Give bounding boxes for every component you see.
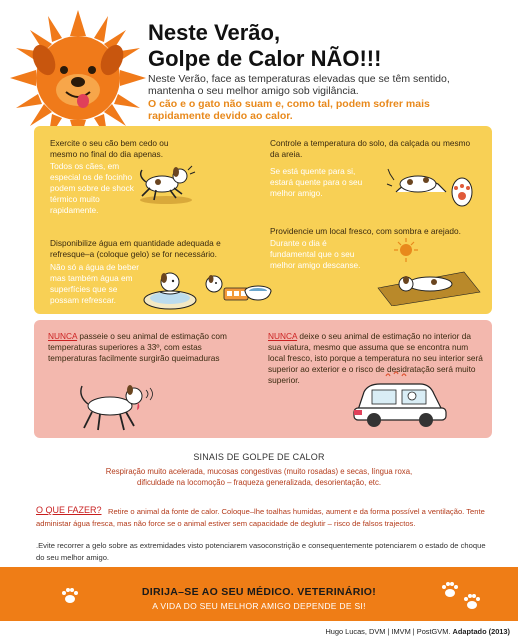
tip-ground-temp: Controle a temperatura do solo, da calçada ou mesmo da areia.	[270, 138, 471, 159]
signs-text: Respiração muito acelerada, mucosas congestivas (muito rosadas) e secas, língua roxa, dificuldade na locomoção – fraqueza generalizada, desorientação, etc.	[105, 467, 413, 487]
tip-ground-temp-note: Se está quente para si, estará quente para o seu melhor amigo.	[270, 166, 363, 198]
paw-burn-icon	[386, 152, 482, 216]
tip-water-note: Não só a água de beber mas também água em superfícies que se possam refrescar.	[50, 262, 140, 305]
running-dog-icon	[132, 160, 204, 206]
dog-in-pool-icon	[140, 266, 200, 312]
tip-water: Disponibilize água em quantidade adequada e refresque–a (coloque gelo) se for necessário.	[50, 238, 221, 259]
banner-title: DIRIJA–SE AO SEU MÉDICO. VETERINÁRIO!	[141, 586, 377, 598]
credit-line	[325, 627, 510, 636]
tip-shade: Providencie um local fresco, com sombra e arejado.	[270, 226, 461, 236]
tip-shade-note: Durante o dia é fundamental que o seu melhor amigo descanse.	[270, 238, 361, 270]
tip-exercise: Exercite o seu cão bem cedo ou mesmo no final do dia apenas.	[50, 138, 169, 159]
tip-exercise-note: Todos os cães, em especial os de focinho podem sobre de shock térmico muito rapidamente.	[50, 161, 134, 215]
what-to-do-text2: .Evite recorrer a gelo sobre as extremidades visto potenciarem vasoconstrição e consequentemente potenciarem o estado de choque do seu melhor amigo.	[36, 541, 486, 562]
credit-author: Hugo Lucas, DVM | IMVM | PostGVM.	[325, 627, 451, 636]
what-to-do-label: O QUE FAZER?	[36, 505, 102, 515]
title-line2: Golpe de Calor NÃO!!!	[148, 46, 382, 71]
what-to-do-text: Retire o animal da fonte de calor. Coloque–lhe toalhas humidas, aument e da forma possível a ventilação. Tente administar água fresca, mas não force se o animal estiver sem capacidade de deglutir – risco de falsos trajectos.	[36, 507, 485, 528]
nunca-label-2: NUNCA	[268, 331, 298, 341]
intro-warning: O cão e o gato não suam e, como tal, podem sofrer mais rapidamente devido ao calor.	[148, 98, 430, 122]
page-title	[148, 20, 381, 72]
resting-dog-icon	[372, 236, 484, 306]
signs-title: SINAIS DE GOLPE DE CALOR	[193, 452, 325, 462]
water-bowl-icon	[244, 284, 272, 302]
nunca-label: NUNCA	[48, 331, 78, 341]
intro-text: Neste Verão, face as temperaturas elevadas que se têm sentido, mantenha o seu melhor amigo sob vigilância.	[148, 73, 450, 97]
title-line1: Neste Verão,	[148, 20, 281, 45]
warning-walk-text: passeie o seu animal de estimação com temperaturas superiores a 33º, com estas temperaturas facilmente surgirão queimaduras	[48, 331, 227, 363]
banner-subtitle: A VIDA DO SEU MELHOR AMIGO DEPENDE DE SI!	[152, 601, 366, 611]
warning-walk	[48, 331, 253, 364]
car-with-dog-icon	[350, 370, 450, 432]
warning-car-text: deixe o seu animal de estimação no interior da sua viatura, mesmo que assuma que se encontra num local fresco, isto porque a temperatura no seu interior será superior ao exterior e o risco de desidratação será muito superior.	[268, 331, 483, 385]
credit-adapted: Adaptado (2013)	[452, 627, 510, 636]
panting-dog-icon	[70, 378, 160, 434]
